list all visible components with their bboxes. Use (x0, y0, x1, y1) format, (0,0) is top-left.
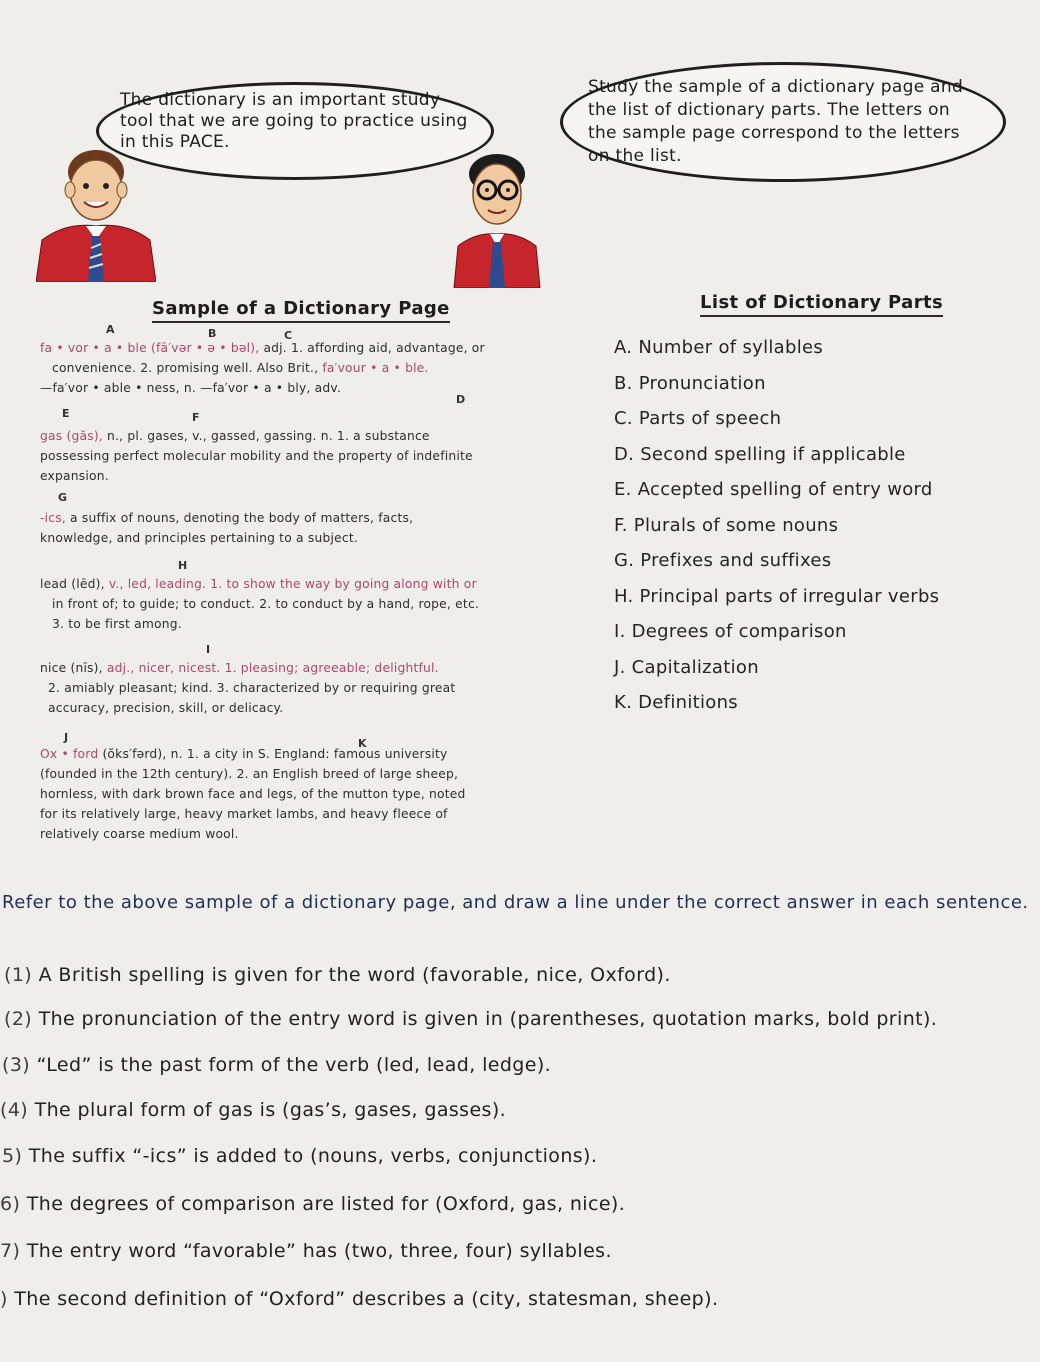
list-item: D. Second spelling if applicable (614, 443, 906, 465)
dictionary-parts-list (614, 330, 1014, 721)
marker-e: E (62, 407, 70, 420)
marker-j: J (64, 731, 69, 744)
sample-heading: Sample of a Dictionary Page (152, 298, 450, 319)
list-item: G. Prefixes and suffixes (614, 550, 832, 571)
entry-lead: lead (lēd), v., led, leading. 1. to show the way by going along with or in front of; to guide; to conduct. 2. to conduct by a hand, rope, etc. 3. to be first among. (40, 577, 480, 631)
marker-b: B (208, 327, 217, 340)
question-4: (4) The plural form of gas is (gas’s, gases, gasses). (0, 1099, 507, 1121)
marker-d: D (456, 393, 466, 406)
question-7: 7) The entry word “favorable” has (two, three, four) syllables. (0, 1240, 612, 1262)
question-6: 6) The degrees of comparison are listed for (Oxford, gas, nice). (0, 1193, 626, 1215)
question-2: (2) The pronunciation of the entry word is given in (parentheses, quotation marks, bold print). (4, 1008, 938, 1030)
entry-nice: nice (nīs), adj., nicer, nicest. 1. pleasing; agreeable; delightful. 2. amiably pleasant; kind. 3. characterized by or requiring great accuracy, precision, skill, or delicacy. (40, 661, 456, 715)
entry-gas: gas (găs), n., pl. gases, v., gassed, gassing. n. 1. a substance possessing perfect molecular mobility and the property of indefinite expansion. (40, 429, 473, 483)
marker-f: F (192, 411, 200, 424)
question-1: (1) A British spelling is given for the word (favorable, nice, Oxford). (4, 964, 671, 986)
instruction-text: Refer to the above sample of a dictionary page, and draw a line under the correct answer in each sentence. (2, 892, 1029, 913)
boy-illustration-left (36, 140, 156, 282)
list-item: C. Parts of speech (614, 408, 782, 429)
entry-ics: -ics, a suffix of nouns, denoting the body of matters, facts, knowledge, and principles pertaining to a subject. (40, 511, 414, 545)
question-8: ) The second definition of “Oxford” describes a (city, statesman, sheep). (0, 1288, 719, 1310)
marker-h: H (178, 559, 188, 572)
list-item: E. Accepted spelling of entry word (614, 479, 933, 500)
list-item: K. Definitions (614, 692, 738, 713)
list-item: I. Degrees of comparison (614, 621, 847, 642)
list-item: H. Principal parts of irregular verbs (614, 585, 940, 607)
list-item: B. Pronunciation (614, 372, 766, 394)
right-bubble-text: Study the sample of a dictionary page and the list of dictionary parts. The letters on the sample page correspond to the letters on the list. (588, 77, 964, 166)
list-item: A. Number of syllables (614, 337, 824, 358)
entry-oxford: Ox • ford (ŏks′fərd), n. 1. a city in S. England: famous university (founded in the 12th century). 2. an English breed of large sheep, hornless, with dark brown face and legs, of the mutton type, noted for its relatively large, heavy market lambs, and heavy fleece of relatively coarse medium wool. (40, 747, 466, 841)
entry-favorable: fa • vor • a • ble (fā′vər • ə • bəl), adj. 1. affording aid, advantage, or convenience. 2. promising well. Also Brit., fa′vour • a • ble. —fa′vor • able • ness, n. —fa′vor • a • bly, adv. (40, 341, 485, 395)
marker-g: G (58, 491, 68, 504)
question-3: (3) “Led” is the past form of the verb (led, lead, ledge). (2, 1054, 552, 1076)
left-bubble-text: The dictionary is an important study tool that we are going to practice using in this PACE. (120, 90, 468, 152)
list-item: J. Capitalization (614, 656, 759, 678)
marker-i: I (206, 643, 211, 656)
list-item: F. Plurals of some nouns (614, 514, 839, 536)
boy-illustration-right (452, 148, 542, 288)
list-heading: List of Dictionary Parts (700, 292, 943, 313)
marker-a: A (106, 323, 115, 336)
question-5: 5) The suffix “-ics” is added to (nouns, verbs, conjunctions). (2, 1145, 598, 1167)
marker-c: C (284, 329, 293, 342)
marker-k: K (358, 737, 367, 750)
dictionary-sample (40, 320, 520, 860)
